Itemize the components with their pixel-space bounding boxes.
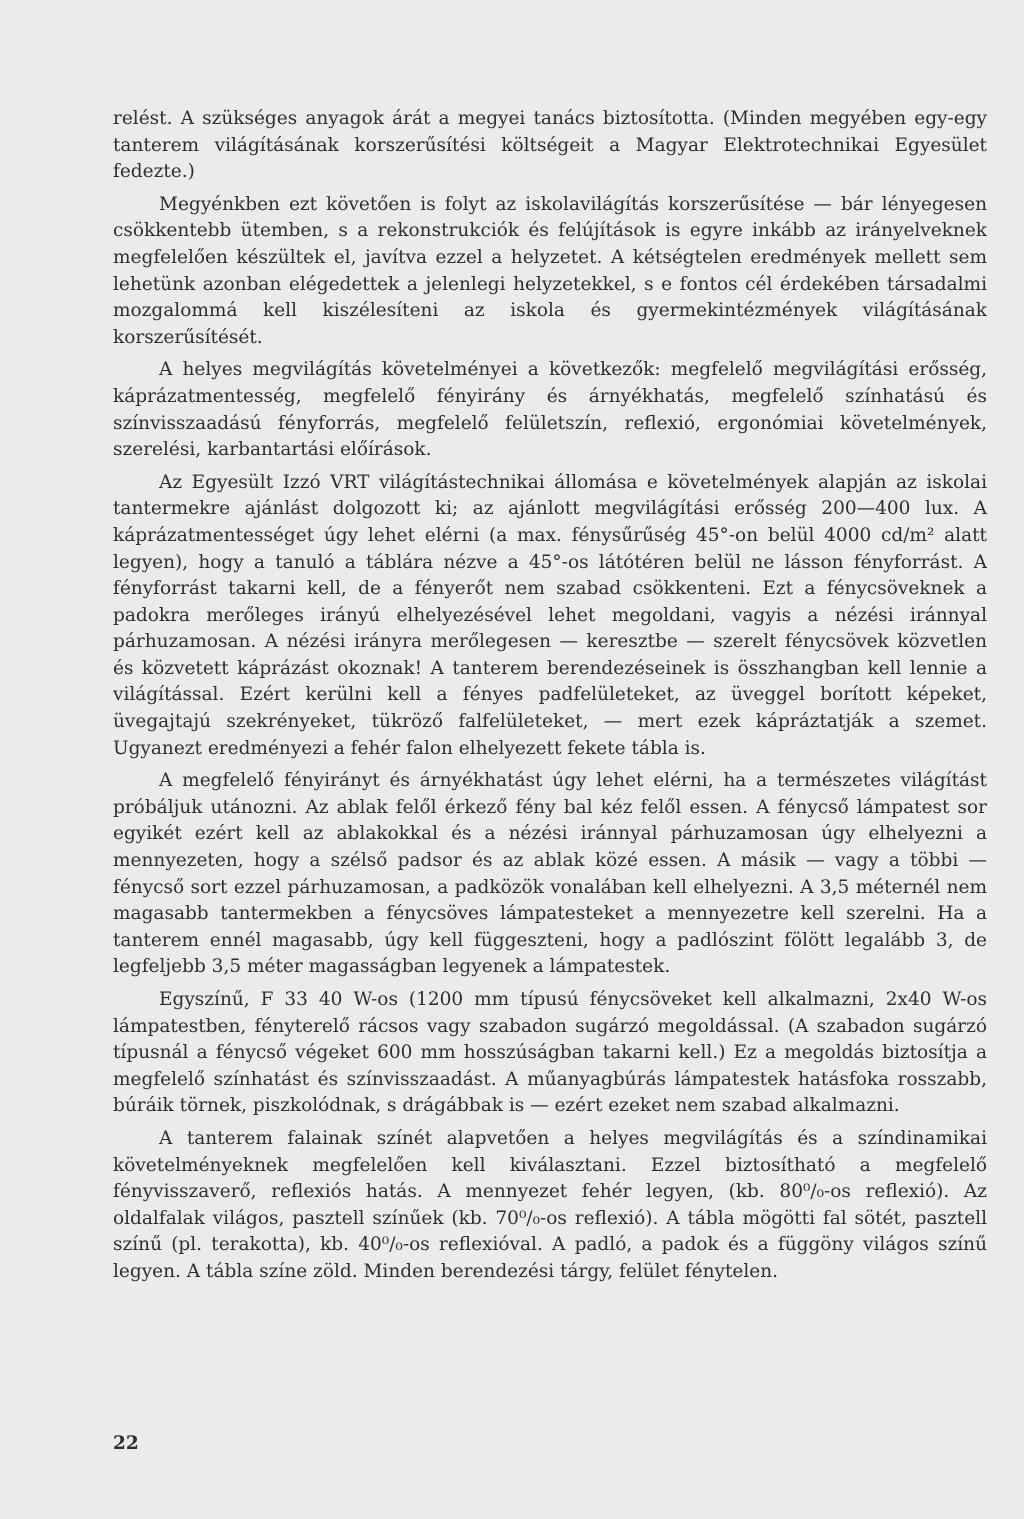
paragraph-6: Egyszínű, F 33 40 W-os (1200 mm típusú fénycsöveket kell alkalmazni, 2x40 W-os lámpatestben, fényterelő rácsos vagy szabadon sugárzó megoldással. (A szabadon sugárzó típusnál a fénycső végeket 600 mm hosszúságban takarni kell.) Ez a megoldás biztosítja a megfelelő színhatást és színvisszaadást. A műanyagbúrás lámpatestek hatásfoka rosszabb, búráik törnek, piszkolódnak, s drágábbak is — ezért ezeket nem szabad alkalmazni. — [113, 989, 987, 1117]
paragraph-1: relést. A szükséges anyagok árát a megyei tanács biztosította. (Minden megyében egy-egy tanterem világításának korszerűsítési költségeit a Magyar Elektrotechnikai Egyesület fedezte.) — [113, 108, 987, 183]
page-number: 22 — [113, 1433, 139, 1454]
paragraph-2: Megyénkben ezt követően is folyt az iskolavilágítás korszerűsítése — bár lényegesen csökkentebb ütemben, s a rekonstrukciók és felújítások is egyre inkább az irányelveknek megfelelően készültek el, javítva ezzel a helyzetet. A kétségtelen eredmények mellett sem lehetünk azonban elégedettek a jelenlegi helyzetekkel, s e fontos cél érdekében társadalmi mozgalommá kell kiszélesíteni az iskola és gyermekintézmények világításának korszerűsítését. — [113, 193, 987, 348]
paragraph-3: A helyes megvilágítás követelményei a következők: megfelelő megvilágítási erősség, káprázatmentesség, megfelelő fényirány és árnyékhatás, megfelelő színhatású és színvisszaadású fényforrás, megfelelő felületszín, reflexió, ergonómiai követelmények, szerelési, karbantartási előírások. — [113, 359, 987, 461]
paragraph-5: A megfelelő fényirányt és árnyékhatást úgy lehet elérni, ha a természetes világítást próbáljuk utánozni. Az ablak felől érkező fény bal kéz felől essen. A fénycső lámpatest sor egyikét ezért kell az ablakokkal és a nézési iránnyal párhuzamosan úgy elhelyezni a mennyezeten, hogy a szélső padsor és az ablak közé essen. A másik — vagy a többi — fénycső sort ezzel párhuzamosan, a padközök vonalában kell elhelyezni. A 3,5 méternél nem magasabb tantermekben a fénycsöves lámpatesteket a mennyezetre kell szerelni. Ha a tanterem ennél magasabb, úgy kell függeszteni, hogy a padlószint fölött legalább 3, de legfeljebb 3,5 méter magasságban legyenek a lámpatestek. — [113, 770, 987, 978]
body-text — [113, 106, 987, 1286]
paragraph-7: A tanterem falainak színét alapvetően a helyes megvilágítás és a színdinamikai követelményeknek megfelelően kell kiválasztani. Ezzel biztosítható a megfelelő fényvisszaverő, reflexiós hatás. A mennyezet fehér legyen, (kb. 80⁰/₀-os reflexió). Az oldalfalak világos, pasztell színűek (kb. 70⁰/₀-os reflexió). A tábla mögötti fal sötét, pasztell színű (pl. terakotta), kb. 40⁰/₀-os reflexióval. A padló, a padok és a függöny világos színű legyen. A tábla színe zöld. Minden berendezési tárgy, felület fénytelen. — [113, 1127, 987, 1282]
paragraph-4: Az Egyesült Izzó VRT világítástechnikai állomása e követelmények alapján az iskolai tantermekre ajánlást dolgozott ki; az ajánlott megvilágítási erősség 200—400 lux. A káprázatmentességet úgy lehet elérni (a max. fénysűrűség 45°-on belül 4000 cd/m² alatt legyen), hogy a tanuló a táblára nézve a 45°-os látótéren belül ne lásson fényforrást. A fényforrást takarni kell, de a fényerőt nem szabad csökkenteni. Ezt a fénycsöveknek a padokra merőleges irányú elhelyezésével lehet megoldani, vagyis a nézési iránnyal párhuzamosan. A nézési irányra merőlegesen — keresztbe — szerelt fénycsövek közvetlen és közvetett káprázást okoznak! A tanterem berendezéseinek is összhangban kell lennie a világítással. Ezért kerülni kell a fényes padfelületeket, az üveggel borított képeket, üvegajtajú szekrényeket, tükröző falfelületeket, — mert ezek kápráztatják a szemet. Ugyanezt eredményezi a fehér falon elhelyezett fekete tábla is. — [113, 471, 987, 759]
